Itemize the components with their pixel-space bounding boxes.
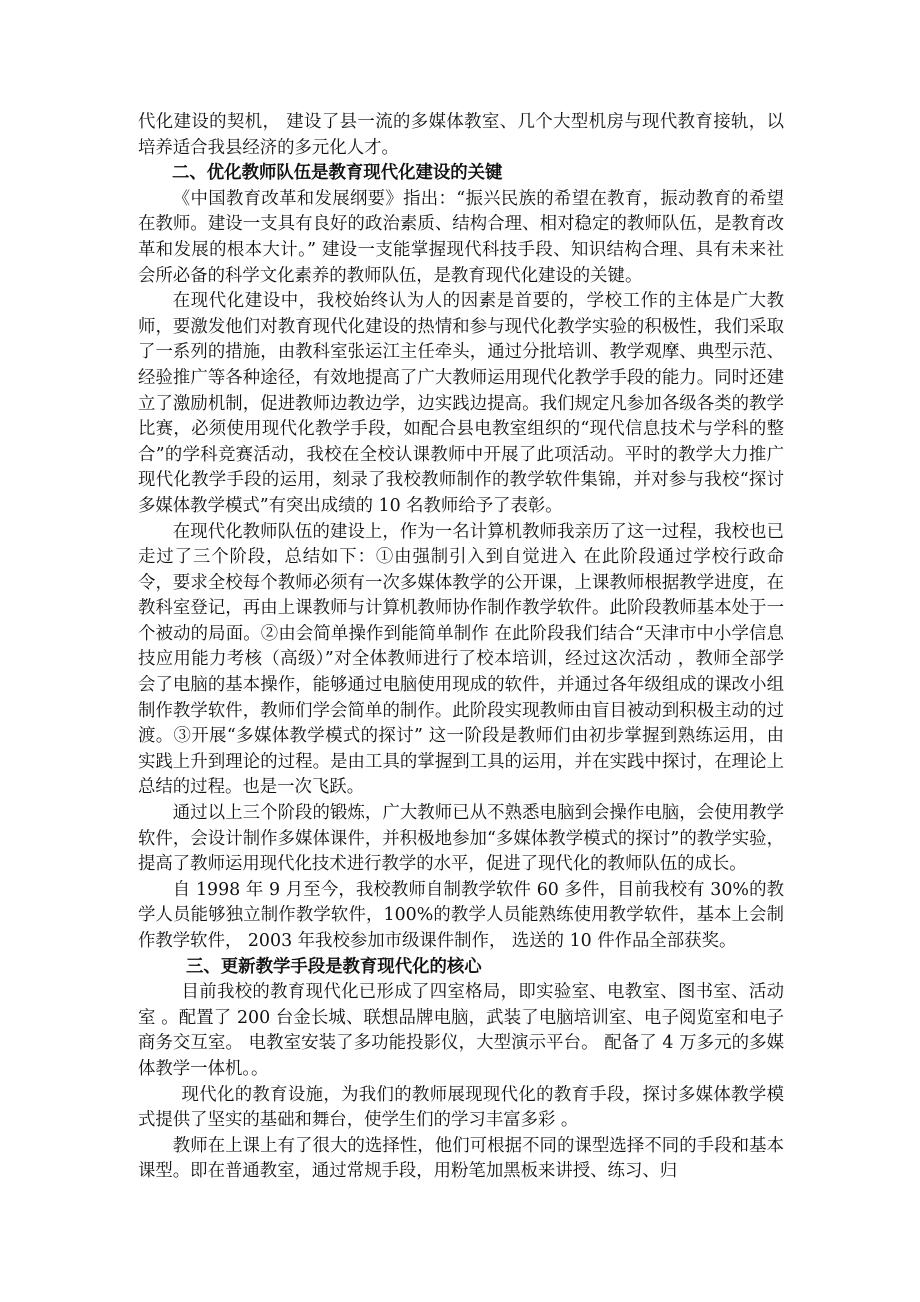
section-heading-2: 二、优化教师队伍是教育现代化建设的关键: [172, 163, 503, 184]
paragraph-continuation: 代化建设的契机， 建设了县一流的多媒体教室、几个大型机房与现代教育接轨，以培养适合我县经济的多元化人才。: [138, 112, 784, 158]
paragraph-four-rooms: 目前我校的教育现代化已形成了四室格局，即实验室、电教室、图书室、活动室 。配置了 200 台金长城、联想品牌电脑，武装了电脑培训室、电子阅览室和电子商务交互室。 电教室安装了多功能投影仪，大型演示平台。 配备了 4 万多元的多媒体教学一体机。。: [138, 982, 784, 1079]
paragraph-training-results: 通过以上三个阶段的锻炼，广大教师已从不熟悉电脑到会操作电脑，会使用教学软件，会设计制作多媒体课件，并积极地参加“多媒体教学模式的探讨”的教学实验，提高了教师运用现代化技术进行教学的水平，促进了现代化的教师队伍的成长。: [138, 803, 784, 875]
paragraph-facilities: 现代化的教育设施，为我们的教师展现现代化的教育手段，探讨多媒体教学模式提供了坚实的基础和舞台，使学生们的学习丰富多彩 。: [138, 1084, 784, 1131]
paragraph-measures: 在现代化建设中，我校始终认为人的因素是首要的，学校工作的主体是广大教师，要激发他们对教育现代化建设的热情和参与现代化教学实验的积极性，我们采取了一系列的措施，由教科室张运江主任牵头，通过分批培训、教学观摩、典型示范、经验推广等各种途径，有效地提高了广大教师运用现代化教学手段的能力。同时还建立了激励机制，促进教师边教边学，边实践边提高。我们规定凡参加各级各类的教学比赛，必须使用现代化教学手段，如配合县电教室组织的“现代信息技术与学科的整合”的学科竞赛活动，我校在全校认课教师中开展了此项活动。平时的教学大力推广现代化教学手段的运用，刻录了我校教师制作的教学软件集锦，并对参与我校“探讨多媒体教学模式”有突出成绩的 10 名教师给予了表彰。: [138, 291, 784, 516]
section-heading-3: 三、更新教学手段是教育现代化的核心: [186, 956, 482, 977]
paragraph-statistics: 自 1998 年 9 月至今，我校教师自制教学软件 60 多件，目前我校有 30%的教学人员能够独立制作教学软件，100%的教学人员能熟练使用教学软件，基本上会制作教学软件， 2003 年我校参加市级课件制作， 选送的 10 件作品全部获奖。: [138, 879, 784, 951]
paragraph-three-stages: 在现代化教师队伍的建设上，作为一名计算机教师我亲历了这一过程，我校也已走过了三个阶段，总结如下：①由强制引入到自觉进入 在此阶段通过学校行政命令，要求全校每个教师必须有一次多媒体教学的公开课，上课教师根据教学进度，在教科室登记，再由上课教师与计算机教师协作制作教学软件。此阶段教师基本处于一个被动的局面。②由会简单操作到能简单制作 在此阶段我们结合“天津市中小学信息技应用能力考核（高级）”对全体教师进行了校本培训，经过这次活动 ，教师全部学会了电脑的基本操作，能够通过电脑使用现成的软件，并通过各年级组成的课改小组制作教学软件，教师们学会简单的制作。此阶段实现教师由盲目被动到积极主动的过渡。③开展“多媒体教学模式的探讨” 这一阶段是教师们由初步掌握到熟练运用，由实践上升到理论的过程。是由工具的掌握到工具的运用，并在实践中探讨，在理论上总结的过程。也是一次飞跃。: [138, 521, 784, 798]
document-page: [138, 110, 784, 1185]
paragraph-teaching-choice: 教师在上课上有了很大的选择性，他们可根据不同的课型选择不同的手段和基本课型。即在普通教室，通过常规手段，用粉笔加黑板来讲授、练习、归: [138, 1135, 784, 1182]
paragraph-outline-quote: 《中国教育改革和发展纲要》指出：“振兴民族的希望在教育，振动教育的希望在教师。建设一支具有良好的政治素质、结构合理、相对稳定的教师队伍，是教育改革和发展的根本大计。” 建设一支能掌握现代科技手段、知识结构合理、具有未来社会所必备的科学文化素养的教师队伍，是教育现代化建设的关键。: [138, 188, 784, 286]
